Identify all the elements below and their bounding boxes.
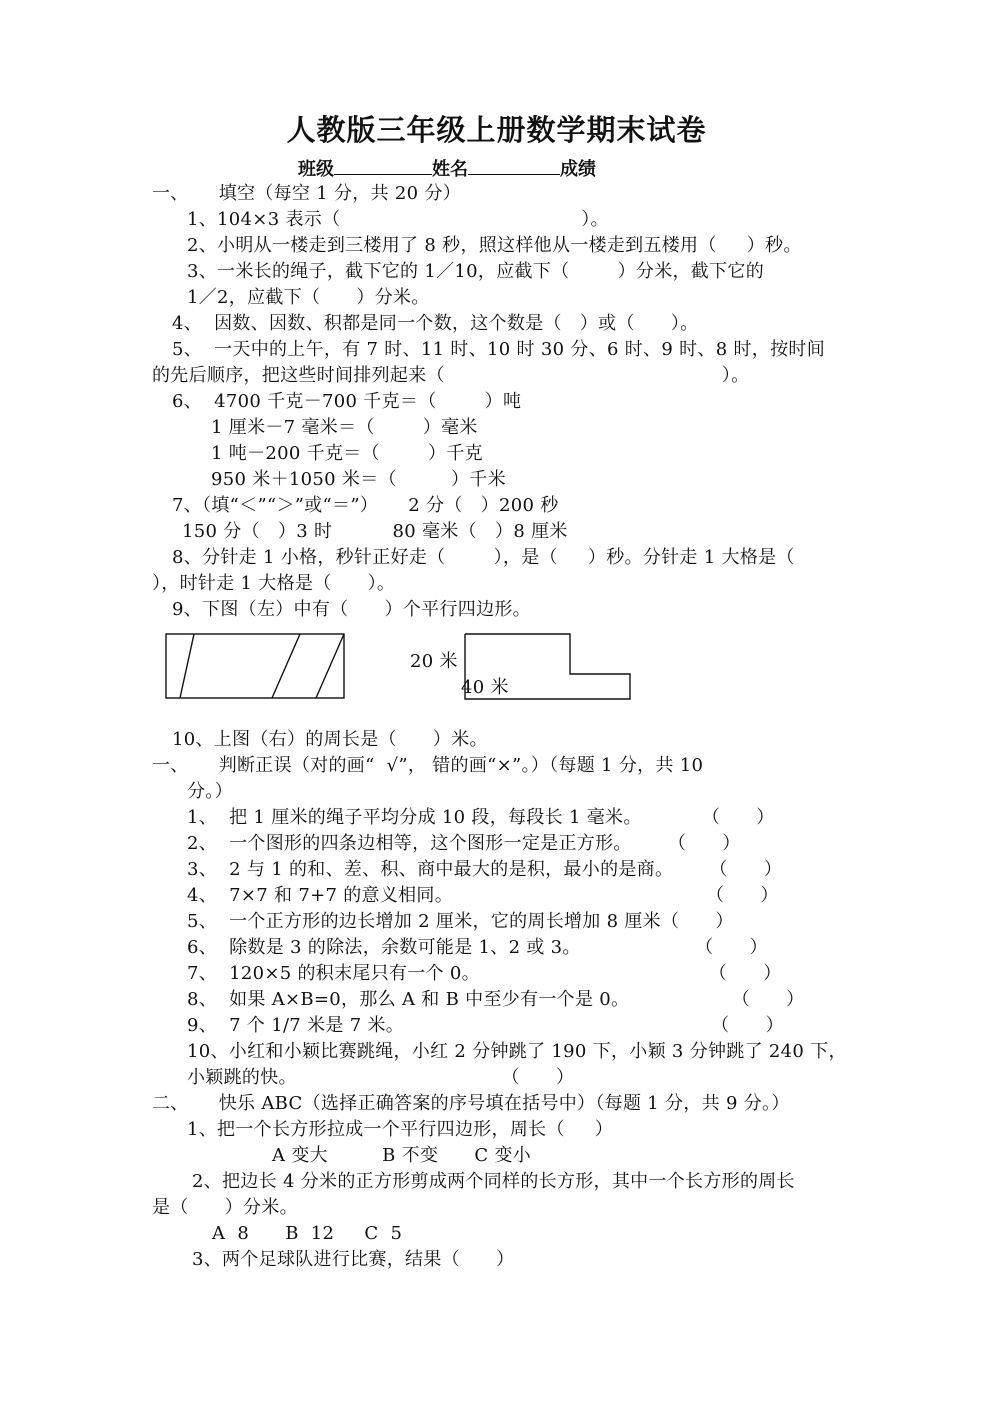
section1-heading: 一、 填空（每空 1 分，共 20 分）: [152, 183, 462, 204]
s1-question-6-line2: 1 厘米－7 毫米＝（ ）毫米: [211, 417, 478, 438]
figure-line-3: [316, 634, 344, 698]
s2-item: 3、 2 与 1 的和、差、积、商中最大的是积，最小的是商。 （ ）: [187, 859, 783, 880]
score-label: 成绩: [560, 159, 596, 180]
parallelogram-figure: [160, 628, 360, 708]
s3-question-2-line2: 是（ ）分米。: [152, 1197, 298, 1218]
s3-question-1-options: A 变大 B 不变 C 变小: [272, 1145, 532, 1166]
section3-heading: 二、 快乐 ABC（选择正确答案的序号填在括号中）（每题 1 分，共 9 分。）: [152, 1093, 790, 1114]
student-info-line: [298, 156, 596, 183]
s2-item: 1、 把 1 厘米的绳子平均分成 10 段，每段长 1 毫米。 （ ）: [187, 807, 775, 828]
s2-item: 7、 120×5 的积末尾只有一个 0。 （ ）: [187, 963, 782, 984]
s3-question-2-line1: 2、把边长 4 分米的正方形剪成两个同样的长方形，其中一个长方形的周长: [192, 1171, 795, 1192]
s2-item: 2、 一个图形的四条边相等，这个图形一定是正方形。 （ ）: [187, 833, 741, 854]
s1-question-2: 2、小明从一楼走到三楼用了 8 秒，照这样他从一楼走到五楼用（ ）秒。: [187, 235, 802, 256]
s1-question-6-line4: 950 米＋1050 米＝（ ）千米: [211, 469, 506, 490]
s1-question-8-line1: 8、分针走 1 小格，秒针正好走（ ），是（ ）秒。分针走 1 大格是（: [172, 547, 795, 568]
name-label: 姓名: [432, 159, 468, 180]
s1-question-4: 4、 因数、因数、积都是同一个数，这个数是（ ）或（ ）。: [172, 313, 699, 334]
s2-item: 6、 除数是 3 的除法，余数可能是 1、2 或 3。 （ ）: [187, 937, 768, 958]
s1-question-5-line1: 5、 一天中的上午，有 7 时、11 时、10 时 30 分、6 时、9 时、8 时，按时间: [172, 339, 826, 360]
name-blank[interactable]: [468, 156, 560, 175]
s1-question-5-line2: 的先后顺序，把这些时间排列起来（ ）。: [152, 365, 750, 386]
s2-question-10-line1: 10、小红和小颖比赛跳绳，小红 2 分钟跳了 190 下，小颖 3 分钟跳了 240 下，: [187, 1041, 847, 1062]
s1-question-10: 10、上图（右）的周长是（ ）米。: [172, 729, 488, 750]
s1-question-9: 9、下图（左）中有（ ）个平行四边形。: [172, 599, 531, 620]
s1-question-7-line2: 150 分（ ）3 时 80 毫米（ ）8 厘米: [182, 521, 568, 542]
s2-item: 4、 7×7 和 7+7 的意义相同。 （ ）: [187, 885, 779, 906]
figure-outer-rectangle: [166, 634, 344, 698]
s3-question-3: 3、两个足球队进行比赛，结果（ ）: [192, 1249, 515, 1270]
figure-line-2: [272, 634, 300, 698]
s1-question-6-line3: 1 吨－200 千克＝（ ）千克: [211, 443, 483, 464]
s2-question-10-line2: 小颖跳的快。 （ ）: [187, 1067, 575, 1088]
section2-heading: 一、 判断正误（对的画“ √”， 错的画“×”。）（每题 1 分，共 10: [152, 755, 704, 776]
page-title: 人教版三年级上册数学期末试卷: [286, 113, 707, 147]
figure-line-1: [180, 634, 194, 698]
class-blank[interactable]: [334, 156, 432, 175]
s1-question-3-line2: 1／2，应截下（ ）分米。: [187, 287, 430, 308]
figure-label-40m: 40 米: [461, 677, 509, 698]
s1-question-6-line1: 6、 4700 千克－700 千克＝（ ）吨: [172, 391, 522, 412]
s3-question-1: 1、把一个长方形拉成一个平行四边形，周长（ ）: [187, 1119, 614, 1140]
s1-question-7-line1: 7、（填“＜”“＞”或“＝”） 2 分（ ）200 秒: [172, 495, 559, 516]
s3-question-2-options: A 8 B 12 C 5: [212, 1223, 403, 1244]
s2-item: 5、 一个正方形的边长增加 2 厘米，它的周长增加 8 厘米（ ）: [187, 911, 734, 932]
s1-question-3-line1: 3、一米长的绳子，截下它的 1／10，应截下（ ）分米，截下它的: [187, 261, 765, 282]
s2-item: 9、 7 个 1/7 米是 7 米。 （ ）: [187, 1015, 784, 1036]
section2-heading-cont: 分。）: [187, 781, 233, 802]
figure-label-20m: 20 米: [410, 651, 458, 672]
class-label: 班级: [298, 159, 334, 180]
s2-item: 8、 如果 A×B=0，那么 A 和 B 中至少有一个是 0。 （ ）: [187, 989, 805, 1010]
s1-question-1: 1、104×3 表示（ ）。: [187, 209, 609, 230]
s1-question-8-line2: ），时针走 1 大格是（ ）。: [152, 573, 396, 594]
